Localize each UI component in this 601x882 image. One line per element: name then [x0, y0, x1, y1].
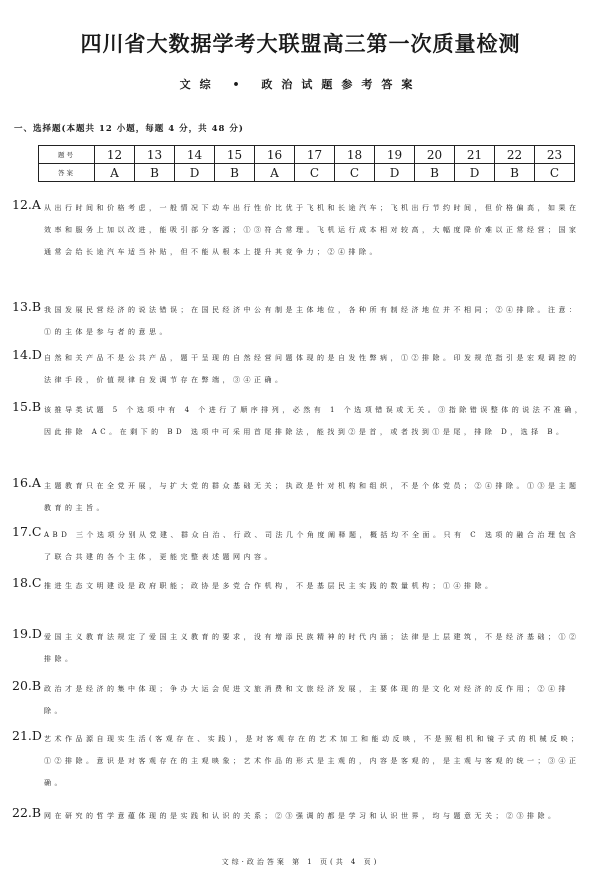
answer-cell: C [295, 164, 335, 182]
question-explanation: 政治才是经济的集中体现；争办大运会促进文旅消费和文旅经济发展，主要体现的是文化对经济的反作用；②④排除。 [44, 685, 569, 715]
answer-cell: B [135, 164, 175, 182]
page-title: 四川省大数据学考大联盟高三第一次质量检测 [80, 31, 521, 56]
question-number: 21.D [12, 728, 42, 743]
answer-cell: C [335, 164, 375, 182]
answer-cell: B [415, 164, 455, 182]
question-number-cell: 13 [135, 146, 175, 164]
page-subtitle: 文综 • 政治试题参考答案 [179, 78, 422, 91]
question-number-cell: 20 [415, 146, 455, 164]
answer-row-label: 答案 [39, 164, 95, 182]
answer-cell: D [375, 164, 415, 182]
question-number: 13.B [12, 299, 42, 314]
section-heading: 一、选择题(本题共 12 小题，每题 4 分，共 48 分) [14, 124, 244, 134]
answer-cell: D [455, 164, 495, 182]
question-number: 15.B [12, 399, 42, 414]
question-explanation: ABD 三个选项分别从党建、群众自治、行政、司法几个角度阐释题，概括均不全面。只有 C 选项的融合治理包含了联合共建的各个主体，更能完整表述题网内容。 [44, 531, 580, 561]
question-number-cell: 16 [255, 146, 295, 164]
question-19 [12, 626, 586, 670]
question-21 [12, 728, 586, 794]
question-number-cell: 14 [175, 146, 215, 164]
question-number-cell: 19 [375, 146, 415, 164]
question-number: 19.D [12, 626, 42, 641]
answer-table [38, 145, 575, 182]
page-footer: 文综·政治答案 第 1 页(共 4 页) [221, 858, 380, 866]
question-number: 17.C [12, 524, 42, 539]
question-explanation: 该推导类试题 5 个选项中有 4 个进行了顺序排列，必然有 1 个选项错误或无关。③指除错误整体的说法不准确，因此排除 AC。在剩下的 BD 选项中可采用首尾排除法，能找到②是首，或者找到①是尾，排除 D，选择 B。 [44, 406, 586, 436]
question-number-cell: 23 [535, 146, 575, 164]
answer-cell: C [535, 164, 575, 182]
question-12 [12, 197, 586, 263]
question-number: 14.D [12, 347, 42, 362]
answer-cell: D [175, 164, 215, 182]
question-number-cell: 12 [95, 146, 135, 164]
question-20 [12, 678, 586, 722]
question-number-cell: 15 [215, 146, 255, 164]
question-explanation: 从出行时间和价格考虑，一般情况下动车出行性价比优于飞机和长途汽车；飞机出行节约时间，但价格偏高，如果在效率和服务上加以改进，能吸引部分客源；①③符合常理。飞机运行成本相对较高，大幅度降价难以正常经营；国家通常会给长途汽车适当补贴，但不能从根本上提升其竞争力；②④排除。 [44, 204, 580, 256]
question-18 [12, 575, 586, 597]
question-number: 12.A [12, 197, 41, 212]
question-number-cell: 17 [295, 146, 335, 164]
question-14 [12, 347, 586, 391]
question-explanation: 爱国主义教育法规定了爱国主义教育的要求，没有增添民族精神的时代内涵；法律是上层建筑，不是经济基础；①②排除。 [44, 633, 580, 663]
question-number-cell: 21 [455, 146, 495, 164]
answer-cell: A [255, 164, 295, 182]
question-explanation: 我国发展民营经济的说法错误；在国民经济中公有制是主体地位，各种所有制经济地位并不相同；②④排除。注意：①的主体是参与者的意思。 [44, 306, 580, 336]
answer-cell: B [495, 164, 535, 182]
question-number: 18.C [12, 575, 42, 590]
question-15 [12, 399, 586, 443]
question-13 [12, 299, 586, 343]
answer-table-number-row [39, 146, 575, 164]
question-17 [12, 524, 586, 568]
question-explanation: 自然和关产品不是公共产品，题干呈现的自然经营问题体现的是自发性弊病，①②排除。印发规范指引是宏观调控的法律手段，价值规律自发调节存在弊端，③④正确。 [44, 354, 580, 384]
answer-table-answer-row [39, 164, 575, 182]
question-number: 20.B [12, 678, 42, 693]
question-explanation: 网在研究的哲学意蕴体现的是实践和认识的关系；②③强调的都是学习和认识世界，均与题意无关；②③排除。 [44, 812, 559, 820]
answer-cell: B [215, 164, 255, 182]
question-number: 22.B [12, 805, 42, 820]
question-number: 16.A [12, 475, 41, 490]
question-16 [12, 475, 586, 519]
question-explanation: 推进生态文明建设是政府职能；政协是多党合作机构，不是基层民主实践的数量机构；①④排除。 [44, 582, 496, 590]
question-explanation: 艺术作品源自现实生活(客观存在、实践)，是对客观存在的艺术加工和能动反映，不是照相机和镜子式的机械反映；①②排除。意识是对客观存在的主观映象；艺术作品的形式是主观的，内容是客观的，是主观与客观的统一；③④正确。 [44, 735, 582, 787]
question-explanation: 主题教育只在全党开展，与扩大党的群众基础无关；执政是针对机构和组织，不是个体党员；②④排除。①③是主题教育的主旨。 [44, 482, 580, 512]
question-number-cell: 22 [495, 146, 535, 164]
question-number-cell: 18 [335, 146, 375, 164]
answer-cell: A [95, 164, 135, 182]
question-22 [12, 805, 586, 827]
number-row-label: 题号 [39, 146, 95, 164]
